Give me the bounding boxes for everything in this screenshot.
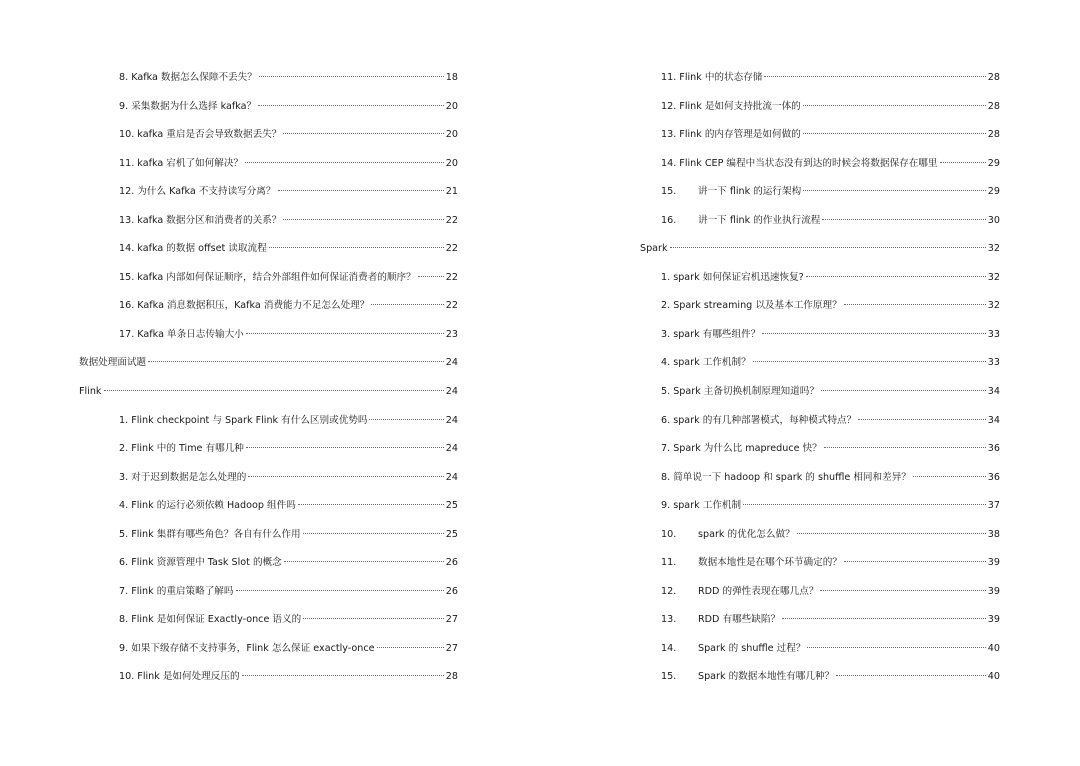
toc-entry[interactable] [640, 585, 1000, 614]
toc-entry[interactable] [640, 442, 1000, 471]
toc-page-number: 37 [987, 500, 1000, 512]
toc-page-number: 22 [445, 300, 458, 312]
toc-entry[interactable] [79, 471, 458, 500]
dot-leader [283, 219, 443, 220]
toc-page-number: 30 [987, 214, 1000, 226]
toc-entry[interactable] [79, 670, 458, 699]
toc-entry[interactable] [640, 328, 1000, 357]
toc-entry[interactable] [79, 414, 458, 443]
toc-entry-label: 3. spark 有哪些组件？ [661, 328, 761, 340]
toc-entry[interactable] [640, 556, 1000, 585]
dot-leader [371, 304, 443, 305]
toc-page-number: 32 [987, 243, 1000, 255]
toc-page-number: 29 [987, 157, 1000, 169]
dot-leader [743, 504, 986, 505]
dot-leader [753, 361, 986, 362]
toc-entry[interactable] [79, 71, 458, 100]
dot-leader [284, 561, 444, 562]
toc-page-number: 24 [445, 386, 458, 398]
toc-entry-label: 1. Flink checkpoint 与 Spark Flink 有什么区别或优势吗 [119, 414, 368, 426]
dot-leader [303, 533, 444, 534]
toc-entry-number: 13. [661, 614, 677, 626]
toc-page-number: 34 [987, 414, 1000, 426]
toc-entry-label: Spark 的数据本地性有哪几种？ [698, 671, 835, 683]
toc-entry-label: 14. Flink CEP 编程中当状态没有到达的时候会将数据保存在哪里 [661, 157, 938, 169]
dot-leader [836, 675, 986, 676]
toc-entry[interactable] [79, 328, 458, 357]
toc-entry-label: 13. kafka 数据分区和消费者的关系？ [119, 214, 282, 226]
toc-entry[interactable] [640, 128, 1000, 157]
toc-page-number: 18 [445, 72, 458, 83]
toc-page-number: 24 [445, 414, 458, 426]
toc-page-number: 36 [987, 471, 1000, 483]
toc-page-number: 28 [987, 129, 1000, 141]
dot-leader [803, 133, 986, 134]
toc-page-number: 20 [445, 129, 458, 141]
dot-leader [913, 476, 986, 477]
dot-leader [820, 590, 985, 591]
toc-entry[interactable] [79, 642, 458, 671]
toc-page-number: 26 [445, 585, 458, 597]
toc-page-number: 22 [445, 271, 458, 283]
dot-leader [822, 219, 985, 220]
toc-entry-label: 11. kafka 宕机了如何解决？ [119, 157, 244, 169]
toc-entry[interactable] [79, 214, 458, 243]
toc-page-number: 39 [987, 557, 1000, 569]
toc-entry-label: 9. spark 工作机制 [661, 500, 742, 512]
dot-leader [762, 333, 985, 334]
dot-leader [377, 647, 444, 648]
toc-page-number: 40 [987, 671, 1000, 683]
dot-leader [369, 419, 443, 420]
dot-leader [236, 590, 444, 591]
toc-entry-label: 14. kafka 的数据 offset 读取流程 [119, 243, 267, 255]
toc-section-entry[interactable] [79, 385, 458, 414]
toc-left-column [79, 71, 458, 699]
toc-page-number: 22 [445, 243, 458, 255]
toc-page-number: 38 [987, 528, 1000, 540]
toc-entry[interactable] [640, 670, 1000, 699]
toc-entry[interactable] [640, 157, 1000, 186]
toc-page-number: 24 [445, 471, 458, 483]
toc-entry-label: 5. Spark 主备切换机制原理知道吗？ [661, 386, 819, 398]
toc-entry-label: 11. Flink 中的状态存储 [661, 72, 763, 83]
toc-page-number: 22 [445, 214, 458, 226]
toc-page-number: 28 [445, 671, 458, 683]
toc-entry-label: 16. Kafka 消息数据积压，Kafka 消费能力不足怎么处理？ [119, 300, 370, 312]
toc-entry[interactable] [640, 642, 1000, 671]
toc-page-number: 27 [445, 642, 458, 654]
dot-leader [278, 190, 444, 191]
toc-entry-label: 13. Flink 的内存管理是如何做的 [661, 129, 801, 141]
dot-leader [782, 618, 986, 619]
toc-entry[interactable] [79, 185, 458, 214]
toc-page-number: 20 [445, 157, 458, 169]
toc-entry-label: 3. 对于迟到数据是怎么处理的 [119, 471, 247, 483]
toc-entry-label: RDD 的弹性表现在哪几点？ [698, 585, 819, 597]
toc-entry-number: 14. [661, 642, 677, 654]
toc-entry[interactable] [79, 499, 458, 528]
toc-section-entry[interactable] [640, 242, 1000, 271]
dot-leader [940, 162, 986, 163]
toc-page-number: 33 [987, 328, 1000, 340]
dot-leader [259, 76, 444, 77]
toc-entry-label: 9. 采集数据为什么选择 kafka？ [119, 100, 257, 112]
toc-entry-label: 数据本地性是在哪个环节确定的？ [698, 557, 842, 569]
dot-leader [246, 447, 444, 448]
toc-entry[interactable] [79, 528, 458, 557]
toc-entry-label: 5. Flink 集群有哪些角色？各自有什么作用 [119, 528, 301, 540]
dot-leader [824, 447, 986, 448]
toc-entry-number: 15. [661, 671, 677, 683]
toc-page-number: 40 [987, 642, 1000, 654]
toc-entry-label: 6. Flink 资源管理中 Task Slot 的概念 [119, 557, 282, 569]
toc-entry-label: 8. Flink 是如何保证 Exactly-once 语义的 [119, 614, 302, 626]
toc-entry-label: 4. Flink 的运行必须依赖 Hadoop 组件吗 [119, 500, 296, 512]
toc-page-number: 24 [445, 357, 458, 369]
toc-entry[interactable] [79, 128, 458, 157]
toc-page-number: 32 [987, 300, 1000, 312]
dot-leader [797, 533, 986, 534]
toc-entry-label: spark 的优化怎么做？ [698, 528, 795, 540]
toc-page-number: 28 [987, 72, 1000, 83]
toc-page-number: 26 [445, 557, 458, 569]
dot-leader [803, 105, 986, 106]
toc-entry-label: 讲一下 flink 的运行架构 [698, 186, 802, 198]
dot-leader [242, 675, 444, 676]
toc-page-number: 33 [987, 357, 1000, 369]
toc-entry-label: 12. 为什么 Kafka 不支持读写分离？ [119, 186, 276, 198]
toc-entry[interactable] [79, 442, 458, 471]
toc-page-number: 28 [987, 100, 1000, 112]
toc-page-number: 39 [987, 585, 1000, 597]
dot-leader [248, 476, 443, 477]
dot-leader [269, 247, 444, 248]
toc-entry[interactable] [640, 613, 1000, 642]
toc-entry[interactable] [79, 585, 458, 614]
toc-entry-label: 7. Spark 为什么比 mapreduce 快？ [661, 443, 822, 455]
toc-entry[interactable] [79, 556, 458, 585]
toc-page-number: 25 [445, 500, 458, 512]
dot-leader [821, 390, 986, 391]
toc-entry[interactable] [640, 185, 1000, 214]
dot-leader [806, 276, 986, 277]
toc-page-number: 34 [987, 386, 1000, 398]
toc-entry-label: 8. Kafka 数据怎么保障不丢失？ [119, 72, 257, 83]
toc-entry[interactable] [640, 100, 1000, 129]
toc-entry-label: Flink [79, 386, 102, 398]
toc-entry[interactable] [640, 271, 1000, 300]
dot-leader [418, 276, 444, 277]
toc-entry[interactable] [640, 299, 1000, 328]
toc-entry-label: 2. Flink 中的 Time 有哪几种 [119, 443, 244, 455]
toc-entry-label: 10. Flink 是如何处理反压的 [119, 671, 240, 683]
toc-entry[interactable] [640, 356, 1000, 385]
toc-entry-label: RDD 有哪些缺陷？ [698, 614, 781, 626]
dot-leader [844, 304, 986, 305]
toc-page-number: 23 [445, 328, 458, 340]
toc-entry-label: 4. spark 工作机制？ [661, 357, 751, 369]
toc-entry-number: 15. [661, 186, 677, 198]
dot-leader [303, 618, 444, 619]
toc-page-number: 21 [445, 186, 458, 198]
toc-entry-number: 11. [661, 557, 677, 569]
toc-entry-label: 7. Flink 的重启策略了解吗 [119, 585, 234, 597]
toc-entry-label: 12. Flink 是如何支持批流一体的 [661, 100, 801, 112]
toc-right-column [640, 71, 1000, 699]
toc-entry-label: 17. Kafka 单条日志传输大小 [119, 328, 244, 340]
toc-entry[interactable] [79, 100, 458, 129]
toc-page-number: 24 [445, 443, 458, 455]
dot-leader [298, 504, 444, 505]
toc-page-number: 39 [987, 614, 1000, 626]
toc-page-number: 20 [445, 100, 458, 112]
dot-leader [844, 561, 986, 562]
toc-page-number: 25 [445, 528, 458, 540]
toc-entry-label: 1. spark 如何保证宕机迅速恢复? [661, 271, 804, 283]
dot-leader [858, 419, 986, 420]
toc-section-entry[interactable] [79, 356, 458, 385]
toc-entry[interactable] [640, 471, 1000, 500]
toc-entry-label: Spark 的 shuffle 过程？ [698, 642, 806, 654]
toc-page-number: 36 [987, 443, 1000, 455]
toc-page-number: 32 [987, 271, 1000, 283]
toc-entry[interactable] [640, 214, 1000, 243]
toc-entry[interactable] [79, 271, 458, 300]
toc-entry-number: 16. [661, 214, 677, 226]
toc-page-number: 29 [987, 186, 1000, 198]
toc-entry[interactable] [640, 499, 1000, 528]
toc-entry[interactable] [79, 613, 458, 642]
dot-leader [258, 105, 444, 106]
toc-entry-label: 6. spark 的有几种部署模式，每种模式特点？ [661, 414, 857, 426]
dot-leader [148, 361, 444, 362]
toc-entry-label: 数据处理面试题 [79, 357, 147, 369]
toc-entry[interactable] [79, 242, 458, 271]
toc-entry-label: 10. kafka 重启是否会导致数据丢失？ [119, 129, 282, 141]
toc-entry-label: 15. kafka 内部如何保证顺序，结合外部组件如何保证消费者的顺序？ [119, 271, 416, 283]
toc-entry-label: 讲一下 flink 的作业执行流程 [698, 214, 821, 226]
toc-entry[interactable] [640, 414, 1000, 443]
toc-entry-label: Spark [640, 243, 668, 255]
toc-entry-label: 9. 如果下级存储不支持事务，Flink 怎么保证 exactly-once [119, 642, 375, 654]
toc-entry[interactable] [640, 385, 1000, 414]
dot-leader [245, 162, 444, 163]
toc-page-number: 27 [445, 614, 458, 626]
dot-leader [283, 133, 443, 134]
toc-entry[interactable] [640, 71, 1000, 100]
dot-leader [803, 190, 986, 191]
toc-entry[interactable] [79, 157, 458, 186]
dot-leader [807, 647, 985, 648]
toc-entry-label: 8. 简单说一下 hadoop 和 spark 的 shuffle 相同和差异？ [661, 471, 911, 483]
toc-entry-number: 10. [661, 528, 677, 540]
toc-entry-number: 12. [661, 585, 677, 597]
dot-leader [104, 390, 444, 391]
dot-leader [246, 333, 444, 334]
toc-entry[interactable] [640, 528, 1000, 557]
toc-entry[interactable] [79, 299, 458, 328]
dot-leader [764, 76, 985, 77]
toc-entry-label: 2. Spark streaming 以及基本工作原理？ [661, 300, 842, 312]
dot-leader [670, 247, 986, 248]
